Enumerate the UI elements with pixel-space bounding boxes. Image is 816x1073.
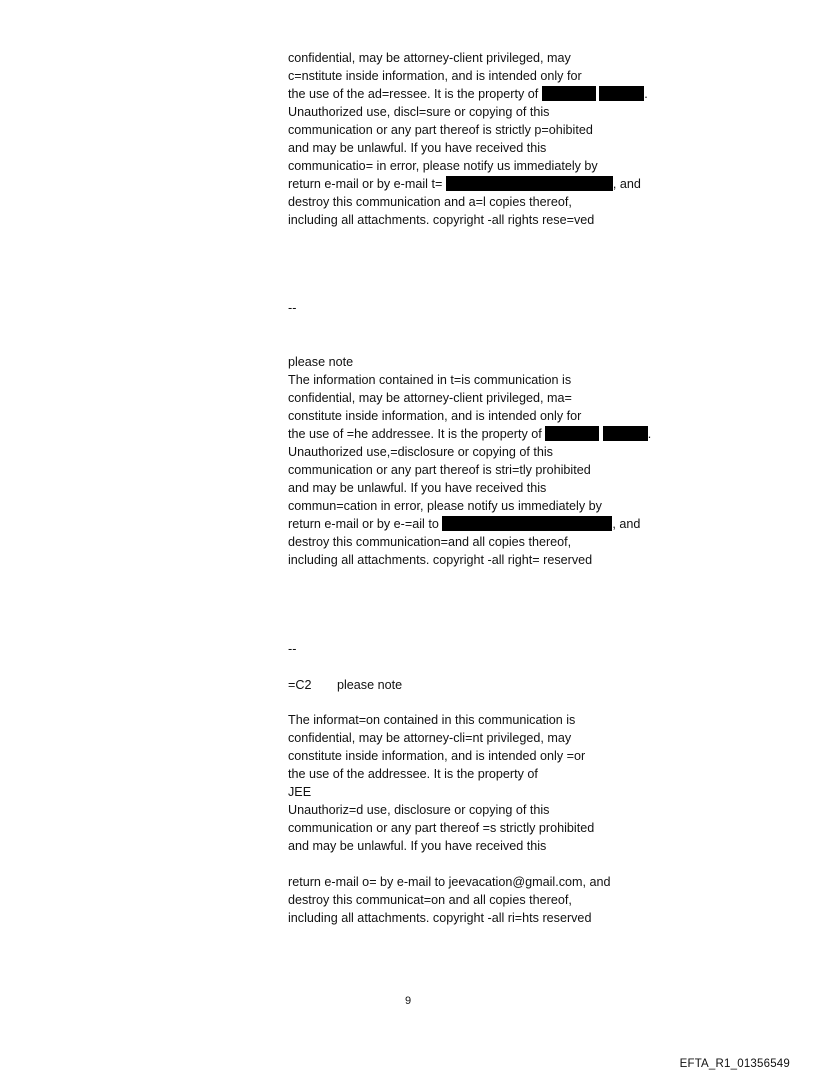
text-line: The informat=on contained in this communication is (288, 713, 576, 727)
text-line: confidential, may be attorney-client privileged, may (288, 51, 571, 65)
text-line: destroy this communicat=on and all copies thereof, (288, 893, 572, 907)
text-line: confidential, may be attorney-client privileged, ma= (288, 391, 572, 405)
text-segment: , and (612, 517, 641, 531)
text-line: JEE (288, 785, 312, 799)
page-number: 9 (404, 995, 412, 1007)
separator-2 (288, 640, 708, 658)
block-heading: please note (288, 355, 354, 369)
text-line: Unauthorized use, discl=sure or copying of this (288, 105, 550, 119)
redaction-box (603, 426, 648, 441)
text-line: communication or any part thereof is strictly p=ohibited (288, 123, 593, 137)
redaction-box (599, 86, 644, 101)
text-line: including all attachments. copyright -all right= reserved (288, 553, 593, 567)
document-id: EFTA_R1_01356549 (679, 1058, 790, 1070)
text-line: Unauthoriz=d use, disclosure or copying of this (288, 803, 550, 817)
redaction-box (545, 426, 599, 441)
text-line: commun=cation in error, please notify us immediately by (288, 499, 602, 513)
text-line: and may be unlawful. If you have received this (288, 141, 547, 155)
text-line: constitute inside information, and is intended only for (288, 409, 582, 423)
text-line: communicatio= in error, please notify us immediately by (288, 159, 598, 173)
text-line: destroy this communication and a=l copies thereof, (288, 195, 572, 209)
separator-1 (288, 299, 708, 317)
text-line: Unauthorized use,=disclosure or copying of this (288, 445, 553, 459)
separator-text: -- (288, 301, 297, 315)
text-line (288, 515, 708, 533)
text-line (288, 175, 708, 193)
text-segment: , and (612, 177, 641, 191)
text-segment: the use of the ad=ressee. It is the property of (288, 87, 542, 101)
text-segment: . (644, 87, 648, 101)
text-line: including all attachments. copyright -all ri=hts reserved (288, 911, 592, 925)
disclaimer-block-3-body (288, 711, 708, 855)
text-segment: return e-mail or by e-=ail to (288, 517, 443, 531)
text-line: confidential, may be attorney-cli=nt privileged, may (288, 731, 572, 745)
text-line: return e-mail o= by e-mail to jeevacation@gmail.com, and (288, 875, 611, 889)
text-line: The information contained in t=is communication is (288, 373, 572, 387)
text-segment: . (647, 427, 652, 441)
disclaimer-block-3-tail (288, 873, 708, 927)
text-segment: the use of =he addressee. It is the property of (288, 427, 546, 441)
disclaimer-block-3 (288, 676, 708, 694)
text-line: communication or any part thereof =s strictly prohibited (288, 821, 595, 835)
block-heading: please note (337, 678, 403, 692)
text-line: and may be unlawful. If you have received this (288, 839, 547, 853)
redaction-box (446, 176, 613, 191)
text-segment: return e-mail or by e-mail t= (288, 177, 446, 191)
encoding-code: =C2 (288, 678, 312, 692)
text-line (288, 425, 708, 443)
text-line: destroy this communication=and all copies thereof, (288, 535, 572, 549)
text-line: communication or any part thereof is stri=tly prohibited (288, 463, 591, 477)
text-line: and may be unlawful. If you have received this (288, 481, 547, 495)
redaction-box (442, 516, 612, 531)
text-line: the use of the addressee. It is the property of (288, 767, 538, 781)
text-line: c=nstitute inside information, and is intended only for (288, 69, 582, 83)
text-line (288, 85, 708, 103)
separator-text: -- (288, 642, 297, 656)
block-heading-row (288, 676, 708, 694)
disclaimer-block-1 (288, 49, 708, 229)
disclaimer-block-2 (288, 353, 708, 569)
redaction-box (542, 86, 596, 101)
text-line: constitute inside information, and is intended only =or (288, 749, 586, 763)
text-line: including all attachments. copyright -all rights rese=ved (288, 213, 595, 227)
